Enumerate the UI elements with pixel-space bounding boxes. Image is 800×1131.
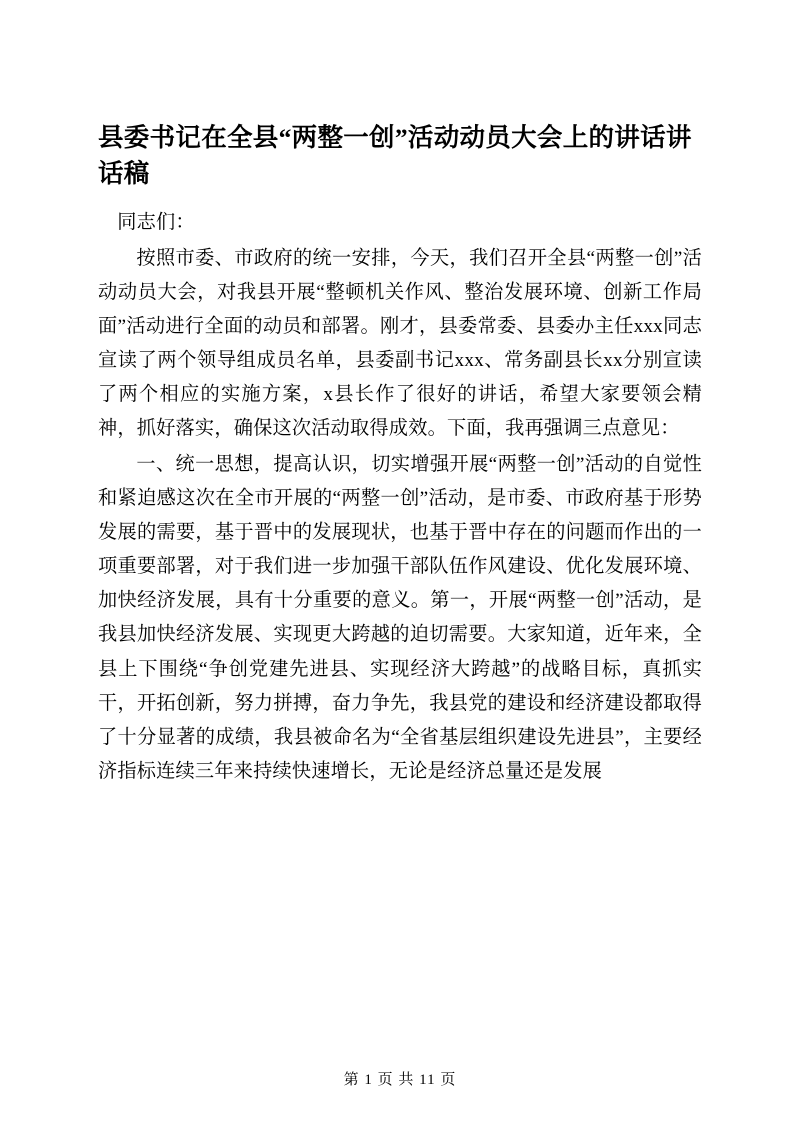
paragraph-body-2: 一、统一思想，提高认识，切实增强开展“两整一创”活动的自觉性和紧迫感这次在全市开展的“两整一创”活动，是市委、市政府基于形势发展的需要，基于晋中的发展现状，也基于晋中存在的问题而作出的一项重要部署，对于我们进一步加强干部队伍作风建设、优化发展环境、加快经济发展，具有十分重要的意义。第一，开展“两整一创”活动，是我县加快经济发展、实现更大跨越的迫切需要。大家知道，近年来，全县上下围绕“争创党建先进县、实现经济大跨越”的战略目标，真抓实干，开拓创新，努力拼搏，奋力争先，我县党的建设和经济建设都取得了十分显著的成绩，我县被命名为“全省基层组织建设先进县”，主要经济指标连续三年来持续快速增长，无论是经济总量还是发展: [98, 453, 702, 783]
paragraph-salutation: 同志们：: [117, 212, 195, 234]
page-title: 县委书记在全县“两整一创”活动动员大会上的讲话讲话稿: [98, 123, 692, 189]
paragraph-body-1: 按照市委、市政府的统一安排，今天，我们召开全县“两整一创”活动动员大会，对我县开展“整顿机关作风、整治发展环境、创新工作局面”活动进行全面的动员和部署。刚才，县委常委、县委办主任xxx同志宣读了两个领导组成员名单，县委副书记xxx、常务副县长xx分别宣读了两个相应的实施方案，x县长作了很好的讲话，希望大家要领会精神，抓好落实，确保这次活动取得成效。下面，我再强调三点意见：: [98, 247, 702, 440]
page-footer: 第 1 页 共 11 页: [343, 1072, 457, 1088]
